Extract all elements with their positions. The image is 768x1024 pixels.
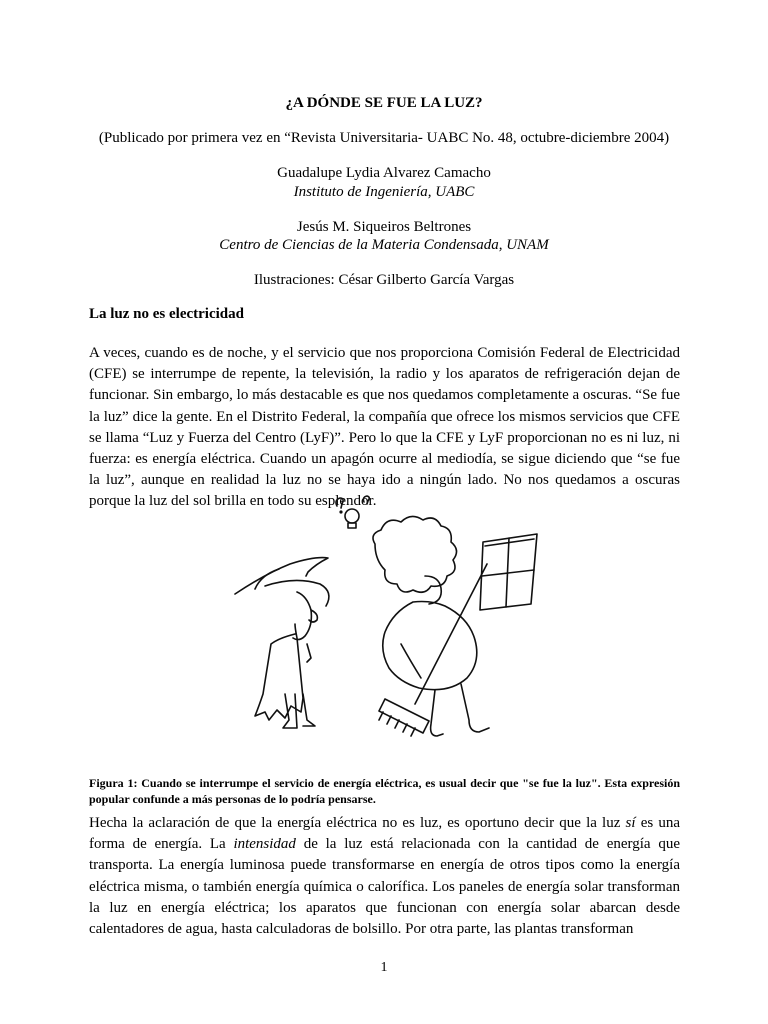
paragraph-2-emphasis-2: intensidad — [233, 836, 296, 853]
section-heading: La luz no es electricidad — [89, 306, 244, 322]
author-affiliation-2: Centro de Ciencias de la Materia Condensada, UNAM — [219, 237, 549, 253]
woman-figure — [373, 516, 489, 736]
paragraph-2 — [89, 813, 680, 940]
window-icon — [480, 534, 537, 610]
paragraph-2-emphasis-1: sí — [625, 815, 636, 831]
author-name-2: Jesús M. Siqueiros Beltrones — [296, 219, 472, 235]
paragraph-2-text-1: Hecha la aclaración de que la energía eléctrica no es luz, es oportuno decir que la luz — [89, 815, 626, 831]
author-name-1: Guadalupe Lydia Alvarez Camacho — [277, 165, 491, 181]
paragraph-2-text-2: es una forma de energía. La — [89, 815, 680, 853]
figure-illustration — [225, 494, 565, 766]
page-number: 1 — [380, 960, 388, 975]
figure-caption: Figura 1: Cuando se interrumpe el servicio de energía eléctrica, es usual decir que "se fue la luz". Esta expresión popular confunde a más personas de lo podría pensarse. — [89, 776, 680, 806]
illustrator-credit: Ilustraciones: César Gilberto García Vargas — [253, 272, 515, 288]
paragraph-1: A veces, cuando es de noche, y el servicio que nos proporciona Comisión Federal de Electricidad (CFE) se interrumpe de repente, la televisión, la radio y los aparatos de refrigeración dejan de funcionar. Sin embargo, lo más destacable es que nos quedamos completamente a oscuras. “Se fue la luz” dice la gente. En el Distrito Federal, la compañía que ofrece los mismos servicios que CFE se llama “Luz y Fuerza del Centro (LyF)”. Pero lo que la CFE y LyF proporcionan no es ni luz, ni fuerza: es energía eléctrica. Cuando un apagón ocurre al mediodía, se sigue diciendo que “se fue la luz”, aunque en realidad la luz no se haya ido a ningún lado. No nos quedamos a oscuras porque la luz del sol brilla en todo su esplendor. — [89, 345, 680, 510]
author-affiliation-1: Instituto de Ingeniería, UABC — [293, 184, 475, 200]
man-figure — [235, 558, 329, 728]
lightbulb-icon — [336, 496, 369, 528]
paragraph-2-text-3: de la luz está relacionada con la cantidad de energía que transporta. La energía luminosa puede transformarse en energía de otros tipos como la energía eléctrica misma, o también energía química o calorífica. Los paneles de energía solar transforman la luz en energía eléctrica; los aparatos que funcionan con energía solar abarcan desde calentadores de agua, hasta calculadoras de bolsillo. Por otra parte, las plantas transforman — [89, 836, 680, 938]
publication-note: (Publicado por primera vez en “Revista Universitaria- UABC No. 48, octubre-diciembre 2004) — [98, 130, 670, 146]
page-title: ¿A DÓNDE SE FUE LA LUZ? — [285, 95, 483, 111]
